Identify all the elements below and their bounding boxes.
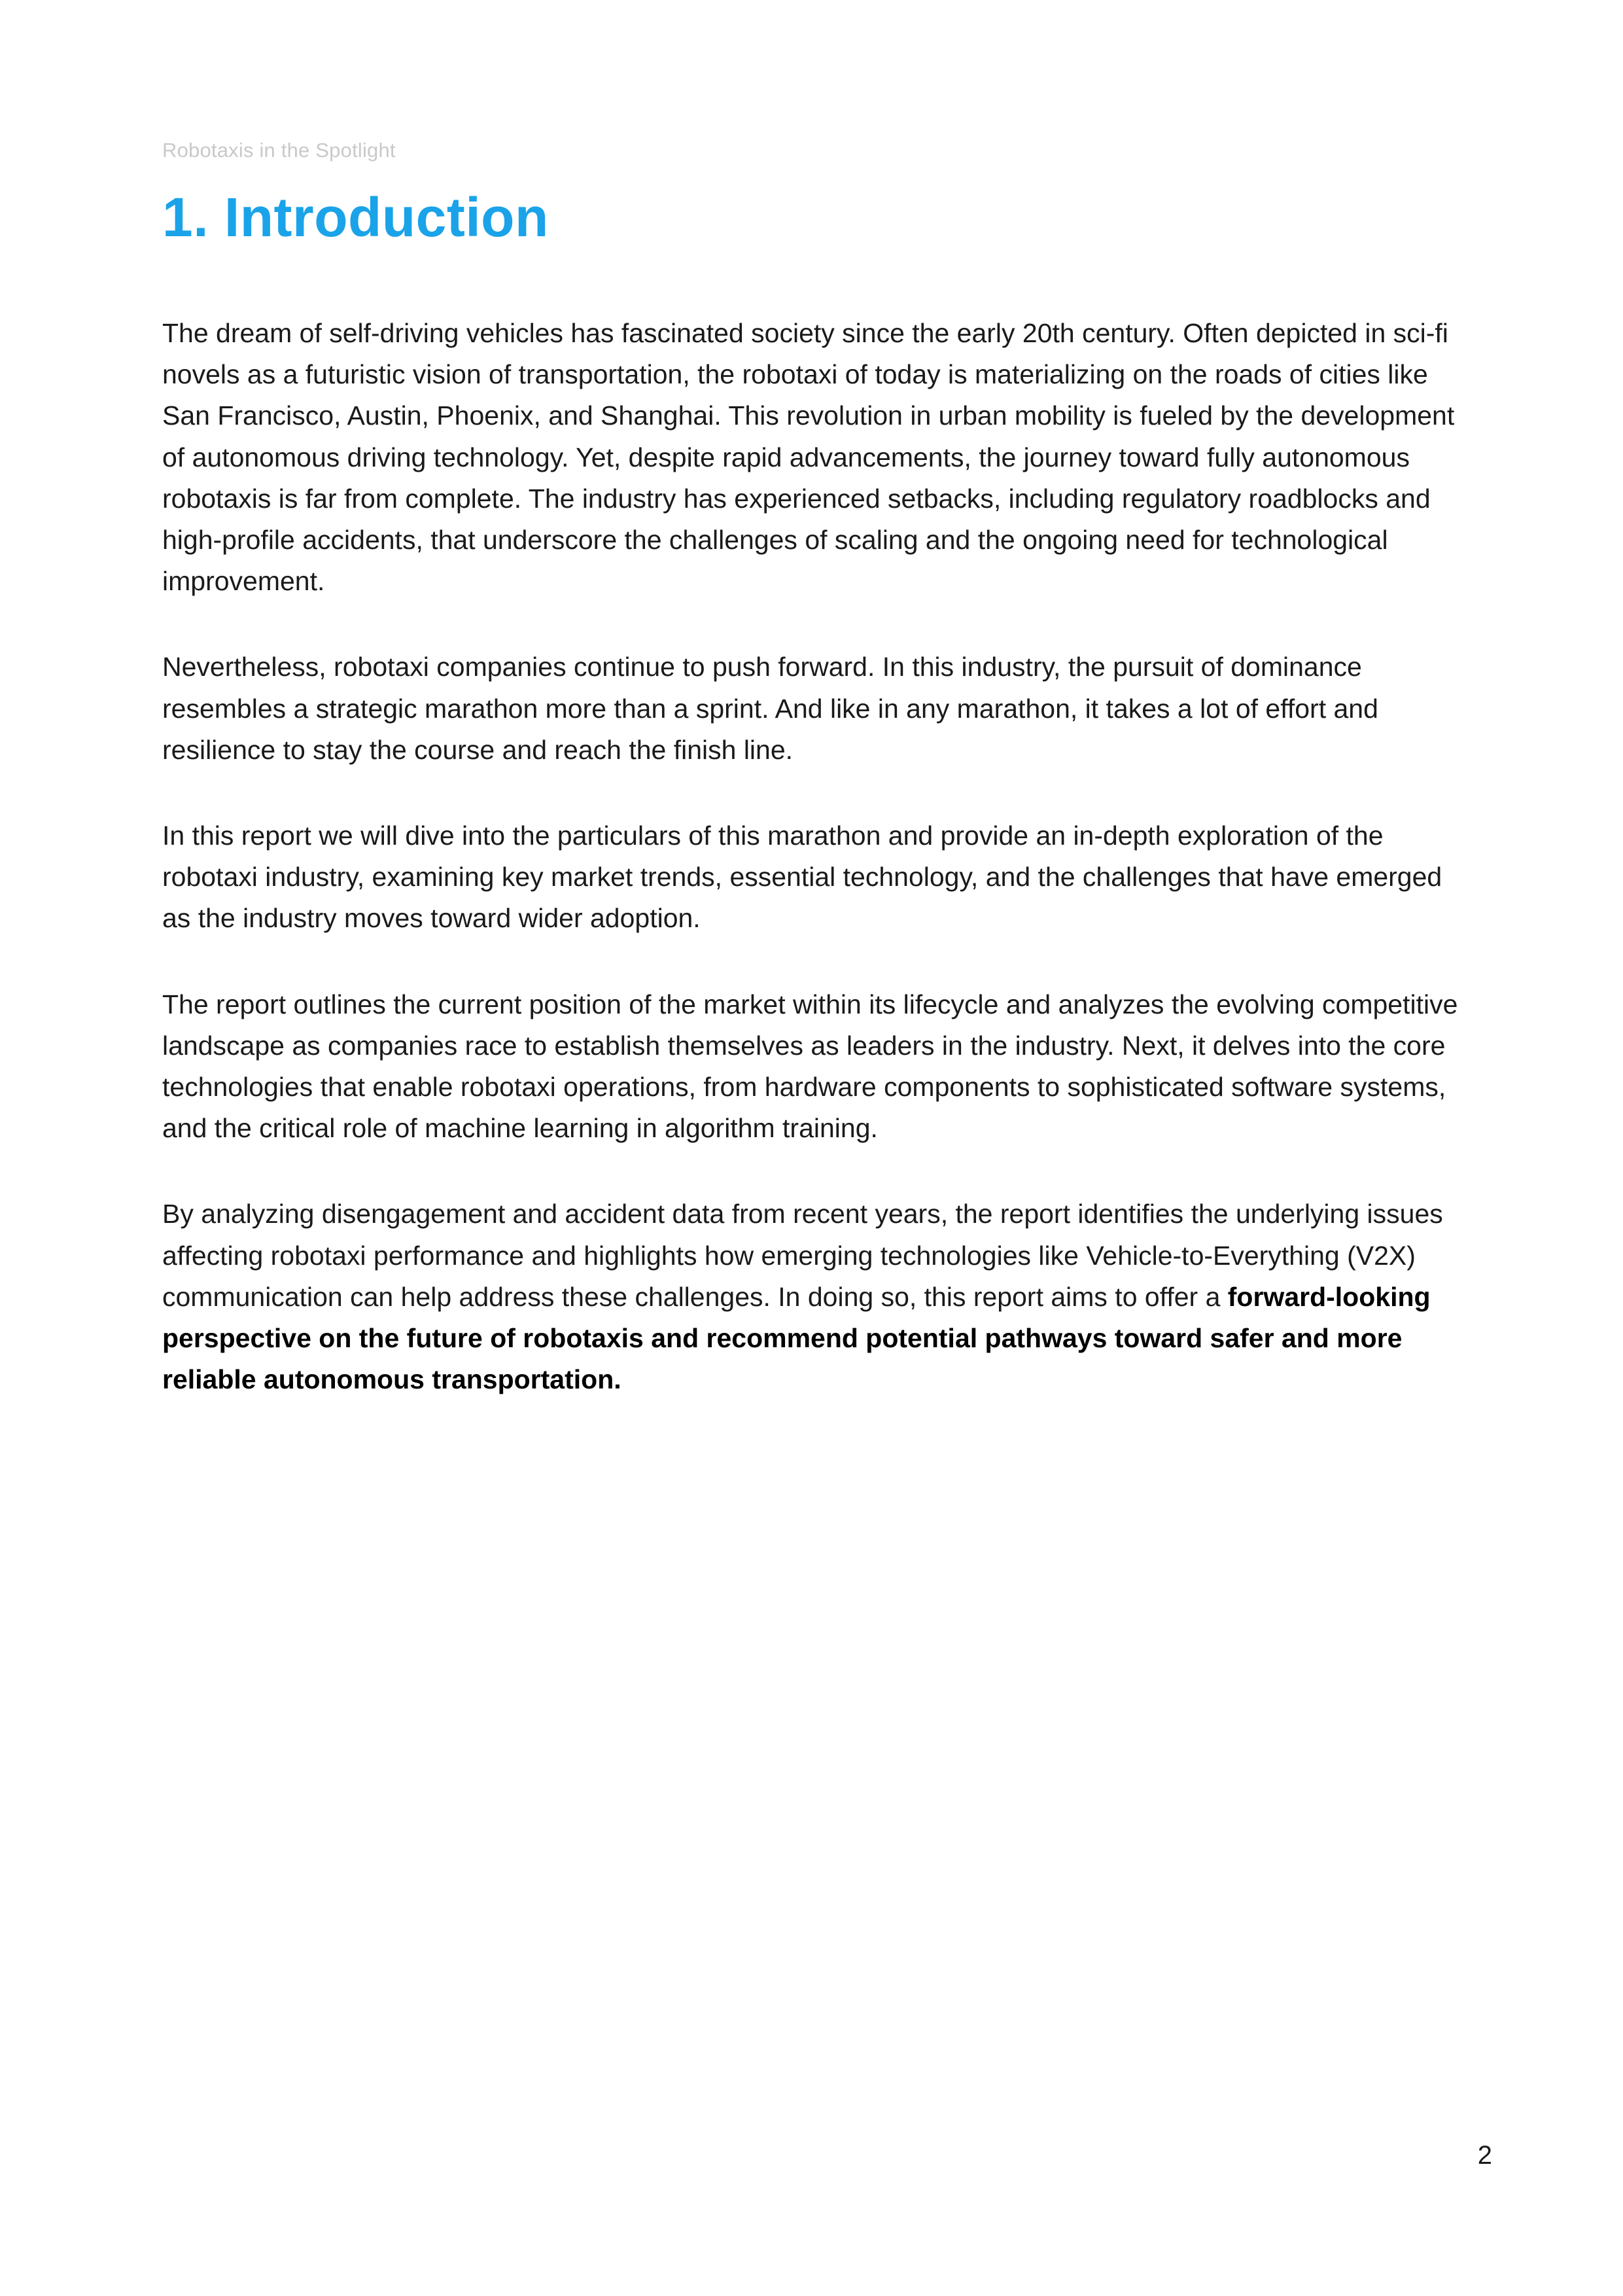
- paragraph-2: Nevertheless, robotaxi companies continue to push forward. In this industry, the pursuit of dominance resembles a strategic marathon more than a sprint. And like in any marathon, it takes a lot of effort and resilience to stay the course and reach the finish line.: [162, 652, 1378, 765]
- paragraph-3: In this report we will dive into the particulars of this marathon and provide an in-depth exploration of the robotaxi industry, examining key market trends, essential technology, and the challenges that have emerged as the industry moves toward wider adoption.: [162, 821, 1442, 934]
- section-title: 1. Introduction: [162, 186, 549, 248]
- paragraph-5: [162, 1193, 1464, 1400]
- paragraph-4: The report outlines the current position of the market within its lifecycle and analyzes the evolving competitive landscape as companies race to establish themselves as leaders in the industry. Next, it delves into the core technologies that enable robotaxi operations, from hardware components to sophisticated software systems, and the critical role of machine learning in algorithm training.: [162, 989, 1458, 1144]
- page-number: 2: [1477, 2141, 1492, 2170]
- paragraph-1: The dream of self-driving vehicles has fascinated society since the early 20th century. Often depicted in sci-fi novels as a futuristic vision of transportation, the robotaxi of today is materializing on the roads of cities like San Francisco, Austin, Phoenix, and Shanghai. This revolution in urban mobility is fueled by the development of autonomous driving technology. Yet, despite rapid advancements, the journey toward fully autonomous robotaxis is far from complete. The industry has experienced setbacks, including regulatory roadblocks and high-profile accidents, that underscore the challenges of scaling and the ongoing need for technological improvement.: [162, 318, 1455, 597]
- body-text: [162, 313, 1464, 1445]
- paragraph-5-lead: By analyzing disengagement and accident data from recent years, the report identifies the underlying issues affecting robotaxi performance and highlights how emerging technologies like Vehicle-to-Everything (V2X) communication can help address these challenges. In doing so, this report aims to offer a: [162, 1199, 1443, 1312]
- running-header: Robotaxis in the Spotlight: [162, 139, 396, 162]
- paragraph-5-emphasis: forward-looking perspective on the future of robotaxis and recommend potential pathways toward safer and more reliable autonomous transportation.: [162, 1281, 1431, 1395]
